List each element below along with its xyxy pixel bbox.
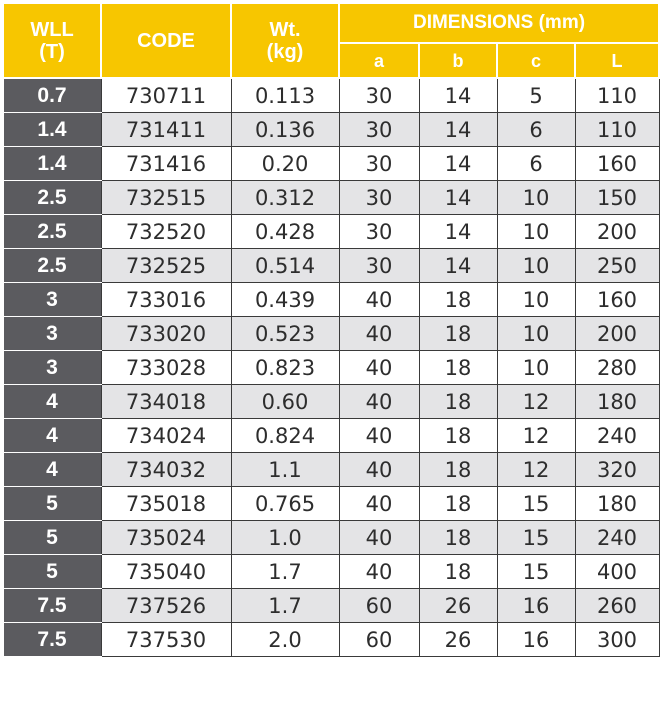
- table-row: [3, 283, 659, 317]
- cell-code: 735040: [101, 555, 231, 589]
- header-weight: [231, 3, 339, 78]
- cell-weight: 0.523: [231, 317, 339, 351]
- cell-dim-a: 60: [339, 623, 419, 657]
- cell-wll: 5: [3, 521, 101, 555]
- spec-table: [2, 2, 660, 657]
- cell-dim-b: 18: [419, 487, 497, 521]
- cell-dim-a: 30: [339, 113, 419, 147]
- cell-dim-a: 40: [339, 317, 419, 351]
- header-wll-unit: (T): [39, 40, 65, 63]
- cell-dim-l: 400: [575, 555, 659, 589]
- cell-dim-a: 40: [339, 385, 419, 419]
- cell-wll: 4: [3, 453, 101, 487]
- cell-wll: 5: [3, 487, 101, 521]
- cell-wll: 3: [3, 351, 101, 385]
- cell-dim-a: 40: [339, 351, 419, 385]
- cell-dim-l: 300: [575, 623, 659, 657]
- cell-dim-c: 10: [497, 181, 575, 215]
- cell-wll: 2.5: [3, 181, 101, 215]
- cell-wll: 2.5: [3, 249, 101, 283]
- cell-dim-l: 240: [575, 521, 659, 555]
- cell-code: 730711: [101, 78, 231, 113]
- cell-code: 731411: [101, 113, 231, 147]
- cell-code: 733016: [101, 283, 231, 317]
- cell-dim-c: 6: [497, 113, 575, 147]
- cell-wll: 4: [3, 419, 101, 453]
- cell-dim-c: 15: [497, 487, 575, 521]
- cell-dim-b: 18: [419, 317, 497, 351]
- cell-dim-l: 150: [575, 181, 659, 215]
- cell-dim-c: 10: [497, 317, 575, 351]
- cell-dim-c: 16: [497, 589, 575, 623]
- table-row: [3, 113, 659, 147]
- header-dim-l: L: [575, 43, 659, 78]
- cell-dim-b: 14: [419, 181, 497, 215]
- header-dim-b: b: [419, 43, 497, 78]
- header-dim-a: a: [339, 43, 419, 78]
- header-code: [101, 3, 231, 78]
- cell-dim-c: 12: [497, 385, 575, 419]
- cell-code: 734032: [101, 453, 231, 487]
- cell-dim-a: 40: [339, 283, 419, 317]
- cell-weight: 1.0: [231, 521, 339, 555]
- table-row: [3, 215, 659, 249]
- cell-dim-a: 40: [339, 555, 419, 589]
- cell-code: 734024: [101, 419, 231, 453]
- cell-dim-a: 40: [339, 419, 419, 453]
- cell-dim-c: 5: [497, 78, 575, 113]
- cell-dim-l: 110: [575, 113, 659, 147]
- cell-weight: 2.0: [231, 623, 339, 657]
- cell-code: 731416: [101, 147, 231, 181]
- table-row: [3, 623, 659, 657]
- cell-wll: 2.5: [3, 215, 101, 249]
- cell-dim-l: 280: [575, 351, 659, 385]
- table-row: [3, 78, 659, 113]
- table-row: [3, 521, 659, 555]
- cell-dim-a: 40: [339, 487, 419, 521]
- header-weight-label: Wt.: [269, 18, 301, 41]
- spec-table-container: [0, 2, 660, 709]
- cell-dim-b: 18: [419, 521, 497, 555]
- cell-code: 732515: [101, 181, 231, 215]
- cell-dim-b: 18: [419, 419, 497, 453]
- cell-dim-b: 14: [419, 249, 497, 283]
- cell-weight: 0.824: [231, 419, 339, 453]
- cell-weight: 0.514: [231, 249, 339, 283]
- cell-dim-a: 60: [339, 589, 419, 623]
- cell-weight: 0.113: [231, 78, 339, 113]
- cell-wll: 1.4: [3, 113, 101, 147]
- cell-wll: 4: [3, 385, 101, 419]
- cell-wll: 0.7: [3, 78, 101, 113]
- cell-wll: 3: [3, 283, 101, 317]
- cell-dim-c: 6: [497, 147, 575, 181]
- header-weight-unit: (kg): [266, 40, 304, 63]
- cell-dim-l: 200: [575, 317, 659, 351]
- cell-dim-l: 200: [575, 215, 659, 249]
- cell-dim-l: 160: [575, 147, 659, 181]
- header-dimensions: [339, 3, 659, 43]
- cell-dim-a: 30: [339, 78, 419, 113]
- table-row: [3, 589, 659, 623]
- cell-dim-b: 14: [419, 78, 497, 113]
- cell-code: 735024: [101, 521, 231, 555]
- cell-weight: 0.428: [231, 215, 339, 249]
- cell-dim-c: 10: [497, 351, 575, 385]
- table-row: [3, 147, 659, 181]
- table-row: [3, 555, 659, 589]
- cell-code: 734018: [101, 385, 231, 419]
- table-row: [3, 317, 659, 351]
- cell-weight: 1.7: [231, 589, 339, 623]
- cell-dim-a: 40: [339, 521, 419, 555]
- cell-weight: 1.1: [231, 453, 339, 487]
- cell-dim-c: 12: [497, 419, 575, 453]
- cell-dim-c: 15: [497, 555, 575, 589]
- cell-weight: 0.20: [231, 147, 339, 181]
- header-wll-label: WLL: [30, 18, 74, 41]
- cell-dim-c: 15: [497, 521, 575, 555]
- cell-code: 733020: [101, 317, 231, 351]
- cell-weight: 0.60: [231, 385, 339, 419]
- cell-weight: 0.136: [231, 113, 339, 147]
- cell-weight: 0.823: [231, 351, 339, 385]
- table-row: [3, 249, 659, 283]
- cell-dim-l: 250: [575, 249, 659, 283]
- cell-dim-b: 26: [419, 589, 497, 623]
- cell-dim-l: 180: [575, 487, 659, 521]
- cell-dim-a: 30: [339, 147, 419, 181]
- table-row: [3, 385, 659, 419]
- cell-dim-b: 18: [419, 385, 497, 419]
- cell-dim-b: 18: [419, 555, 497, 589]
- cell-weight: 0.765: [231, 487, 339, 521]
- header-dimensions-label: DIMENSIONS (mm): [412, 12, 586, 33]
- table-header: [3, 3, 659, 78]
- table-row: [3, 487, 659, 521]
- cell-dim-l: 260: [575, 589, 659, 623]
- cell-weight: 1.7: [231, 555, 339, 589]
- cell-wll: 7.5: [3, 589, 101, 623]
- table-row: [3, 419, 659, 453]
- header-wll: [3, 3, 101, 78]
- cell-dim-b: 26: [419, 623, 497, 657]
- cell-dim-c: 10: [497, 215, 575, 249]
- table-row: [3, 453, 659, 487]
- cell-code: 737526: [101, 589, 231, 623]
- cell-dim-c: 12: [497, 453, 575, 487]
- cell-weight: 0.439: [231, 283, 339, 317]
- cell-dim-b: 18: [419, 351, 497, 385]
- cell-dim-b: 14: [419, 113, 497, 147]
- cell-code: 732520: [101, 215, 231, 249]
- table-body: [3, 78, 659, 657]
- cell-dim-b: 14: [419, 215, 497, 249]
- cell-dim-l: 320: [575, 453, 659, 487]
- cell-dim-a: 40: [339, 453, 419, 487]
- cell-wll: 5: [3, 555, 101, 589]
- cell-wll: 1.4: [3, 147, 101, 181]
- cell-dim-a: 30: [339, 181, 419, 215]
- cell-wll: 3: [3, 317, 101, 351]
- table-row: [3, 181, 659, 215]
- header-dim-c: c: [497, 43, 575, 78]
- cell-dim-c: 10: [497, 249, 575, 283]
- cell-code: 737530: [101, 623, 231, 657]
- cell-dim-c: 10: [497, 283, 575, 317]
- cell-dim-l: 180: [575, 385, 659, 419]
- cell-dim-c: 16: [497, 623, 575, 657]
- cell-dim-a: 30: [339, 249, 419, 283]
- cell-wll: 7.5: [3, 623, 101, 657]
- cell-dim-b: 14: [419, 147, 497, 181]
- header-code-label: CODE: [137, 29, 195, 52]
- cell-code: 732525: [101, 249, 231, 283]
- cell-code: 733028: [101, 351, 231, 385]
- cell-dim-a: 30: [339, 215, 419, 249]
- cell-dim-l: 240: [575, 419, 659, 453]
- table-row: [3, 351, 659, 385]
- cell-weight: 0.312: [231, 181, 339, 215]
- cell-dim-l: 110: [575, 78, 659, 113]
- cell-code: 735018: [101, 487, 231, 521]
- cell-dim-b: 18: [419, 283, 497, 317]
- cell-dim-b: 18: [419, 453, 497, 487]
- cell-dim-l: 160: [575, 283, 659, 317]
